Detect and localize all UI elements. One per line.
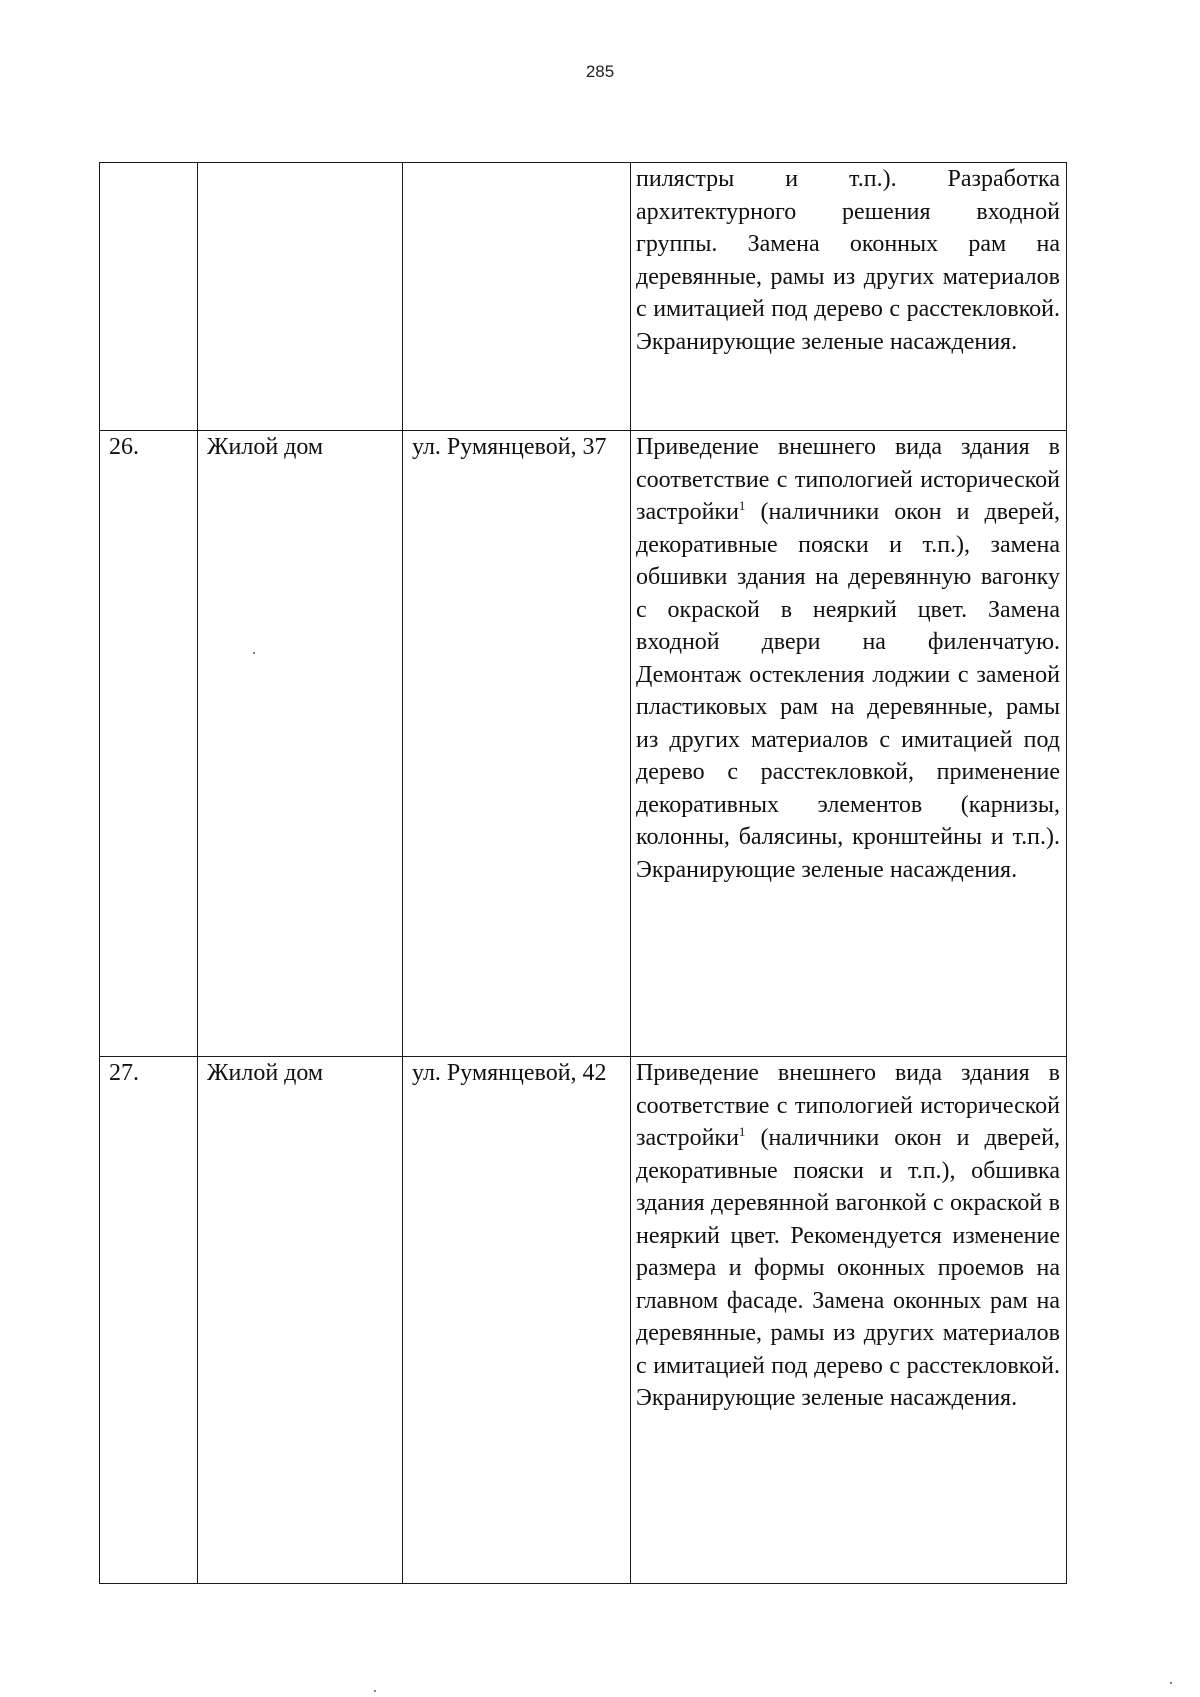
description-text: Приведение внешнего вида здания в соответствие с типологией исторической застройки — [636, 1060, 1060, 1151]
monuments-table — [99, 162, 1067, 1584]
footnote-marker: 1 — [738, 498, 746, 513]
description-cell — [631, 1057, 1067, 1584]
object-name-cell — [198, 163, 403, 431]
table-row-27 — [100, 1057, 1067, 1584]
object-name-cell: Жилой дом — [198, 431, 403, 1057]
description-text: (наличники окон и дверей, декоративные пояски и т.п.), замена обшивки здания на деревянную вагонку с окраской в неяркий цвет. Замена входной двери на филенчатую. Демонтаж остекления лоджии с заменой пластиковых рам на деревянные, рамы из других материалов с имитацией под дерево с расстекловкой, применение декоративных элементов (карнизы, колонны, балясины, кронштейны и т.п.). Экранирующие зеленые насаждения. — [636, 499, 1060, 883]
row-number-cell: 26. — [100, 431, 198, 1057]
object-name-cell: Жилой дом — [198, 1057, 403, 1584]
scan-speck — [253, 652, 255, 654]
description-cell — [631, 431, 1067, 1057]
scan-speck — [374, 1690, 376, 1692]
address-cell: ул. Румянцевой, 42 — [403, 1057, 631, 1584]
table-row-continuation — [100, 163, 1067, 431]
row-number-cell — [100, 163, 198, 431]
description-text: Приведение внешнего вида здания в соответствие с типологией исторической застройки — [636, 434, 1060, 525]
description-cell: пилястры и т.п.). Разработка архитектурного решения входной группы. Замена оконных рам на деревянные, рамы из других материалов с имитацией под дерево с расстекловкой. Экранирующие зеленые насаждения. — [631, 163, 1067, 431]
table-row-26 — [100, 431, 1067, 1057]
scan-speck — [1170, 1682, 1172, 1684]
description-text: (наличники окон и дверей, декоративные пояски и т.п.), обшивка здания деревянной вагонкой с окраской в неяркий цвет. Рекомендуется изменение размера и формы оконных проемов на главном фасаде. Замена оконных рам на деревянные, рамы из других материалов с имитацией под дерево с расстекловкой. Экранирующие зеленые насаждения. — [636, 1125, 1060, 1411]
page-number: 285 — [585, 62, 615, 81]
address-cell: ул. Румянцевой, 37 — [403, 431, 631, 1057]
footnote-marker: 1 — [738, 1124, 746, 1139]
row-number-cell: 27. — [100, 1057, 198, 1584]
address-cell — [403, 163, 631, 431]
